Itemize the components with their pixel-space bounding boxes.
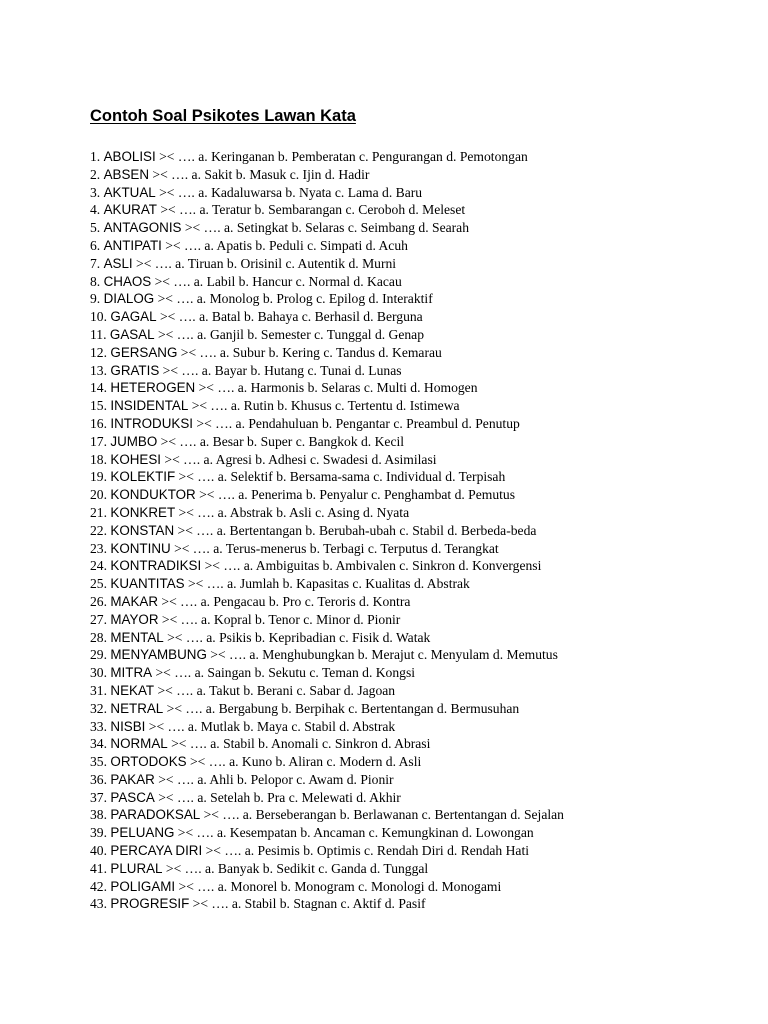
question-separator: >< ….: [174, 825, 217, 841]
question-item: [90, 753, 730, 771]
question-options: a. Bertentangan b. Berubah-ubah c. Stabil d. Berbeda-beda: [216, 522, 537, 538]
question-item: [90, 379, 730, 397]
question-separator: >< ….: [158, 611, 202, 627]
question-separator: >< ….: [151, 273, 194, 289]
question-item: [90, 184, 730, 202]
question-number: 2.: [90, 166, 101, 182]
question-word: INSIDENTAL: [110, 398, 189, 414]
question-word: GRATIS: [110, 362, 160, 378]
question-separator: >< ….: [158, 593, 201, 609]
question-word: ORTODOKS: [110, 754, 187, 770]
question-options: a. Setingkat b. Selaras c. Seimbang d. Searah: [224, 220, 470, 236]
question-separator: >< ….: [163, 700, 206, 716]
question-number: 42.: [90, 878, 107, 894]
question-separator: >< ….: [174, 522, 217, 538]
question-options: a. Kadaluwarsa b. Nyata c. Lama d. Baru: [198, 184, 423, 200]
question-item: [90, 201, 730, 219]
question-separator: >< ….: [155, 184, 199, 200]
question-options: a. Harmonis b. Selaras c. Multi d. Homogen: [237, 380, 478, 396]
question-word: KONTINU: [110, 540, 171, 556]
question-separator: >< ….: [186, 754, 230, 770]
question-separator: >< ….: [175, 504, 218, 520]
question-item: [90, 789, 730, 807]
question-item: [90, 895, 730, 913]
question-separator: >< ….: [170, 540, 214, 556]
question-separator: >< ….: [161, 451, 204, 467]
question-item: [90, 255, 730, 273]
question-number: 36.: [90, 771, 107, 787]
question-word: GERSANG: [110, 344, 178, 360]
question-number: 14.: [90, 380, 107, 396]
question-options: a. Pengacau b. Pro c. Teroris d. Kontra: [200, 593, 411, 609]
question-separator: >< ….: [156, 202, 200, 218]
question-number: 5.: [90, 220, 101, 236]
question-item: [90, 824, 730, 842]
question-number: 41.: [90, 860, 107, 876]
question-separator: >< ….: [167, 736, 211, 752]
question-separator: >< ….: [184, 576, 228, 592]
question-number: 43.: [90, 896, 107, 912]
question-separator: >< ….: [154, 771, 198, 787]
question-number: 3.: [90, 184, 101, 200]
question-options: a. Pendahuluan b. Pengantar c. Preambul d. Penutup: [235, 415, 520, 431]
question-separator: >< ….: [200, 807, 243, 823]
question-options: a. Mutlak b. Maya c. Stabil d. Abstrak: [187, 718, 396, 734]
question-separator: >< ….: [132, 255, 176, 271]
question-separator: >< ….: [154, 789, 198, 805]
question-item: [90, 557, 730, 575]
question-word: MITRA: [110, 665, 153, 681]
question-word: KOLEKTIF: [110, 469, 176, 485]
question-number: 18.: [90, 451, 107, 467]
question-word: DIALOG: [103, 291, 155, 307]
question-word: PASCA: [110, 789, 155, 805]
question-item: [90, 611, 730, 629]
question-separator: >< ….: [195, 380, 238, 396]
question-item: [90, 486, 730, 504]
question-item: [90, 397, 730, 415]
question-number: 25.: [90, 576, 107, 592]
question-options: a. Setelah b. Pra c. Melewati d. Akhir: [197, 789, 401, 805]
question-options: a. Subur b. Kering c. Tandus d. Kemarau: [219, 344, 442, 360]
question-item: [90, 842, 730, 860]
question-number: 12.: [90, 344, 107, 360]
question-options: a. Keringanan b. Pemberatan c. Pengurangan d. Pemotongan: [198, 149, 528, 164]
question-word: PROGRESIF: [110, 896, 190, 912]
question-options: a. Kesempatan b. Ancaman c. Kemungkinan d. Lowongan: [216, 825, 534, 841]
question-separator: >< ….: [193, 415, 236, 431]
question-item: [90, 575, 730, 593]
question-word: CHAOS: [103, 273, 152, 289]
question-separator: >< ….: [162, 860, 206, 876]
question-item: [90, 682, 730, 700]
question-word: AKTUAL: [103, 184, 156, 200]
question-item: [90, 148, 730, 166]
question-item: [90, 700, 730, 718]
question-word: KOHESI: [110, 451, 162, 467]
question-options: a. Batal b. Bahaya c. Berhasil d. Berguna: [199, 309, 423, 325]
question-separator: >< ….: [175, 878, 218, 894]
question-number: 28.: [90, 629, 107, 645]
question-options: a. Jumlah b. Kapasitas c. Kualitas d. Abstrak: [227, 576, 470, 592]
question-word: ANTAGONIS: [103, 220, 182, 236]
question-options: a. Rutin b. Khusus c. Tertentu d. Istimewa: [230, 398, 460, 414]
question-word: ABOLISI: [103, 149, 156, 164]
question-separator: >< ….: [161, 237, 205, 253]
question-word: MENYAMBUNG: [110, 647, 207, 663]
question-item: [90, 540, 730, 558]
question-word: MAKAR: [110, 593, 159, 609]
question-item: [90, 878, 730, 896]
question-number: 37.: [90, 789, 107, 805]
document-title: Contoh Soal Psikotes Lawan Kata: [90, 107, 356, 125]
question-separator: >< ….: [175, 469, 218, 485]
question-word: NISBI: [110, 718, 146, 734]
question-number: 16.: [90, 415, 107, 431]
question-word: ASLI: [103, 255, 133, 271]
question-word: KUANTITAS: [110, 576, 185, 592]
question-item: [90, 344, 730, 362]
question-number: 9.: [90, 291, 101, 307]
question-number: 27.: [90, 611, 107, 627]
question-number: 11.: [90, 326, 107, 342]
question-list: [90, 148, 730, 913]
question-word: PARADOKSAL: [110, 807, 201, 823]
question-options: a. Bergabung b. Berpihak c. Bertentangan d. Bermusuhan: [205, 700, 520, 716]
question-number: 33.: [90, 718, 107, 734]
question-number: 39.: [90, 825, 107, 841]
question-options: a. Selektif b. Bersama-sama c. Individual d. Terpisah: [217, 469, 506, 485]
question-separator: >< ….: [195, 487, 239, 503]
question-number: 1.: [90, 149, 101, 164]
question-separator: >< ….: [202, 843, 245, 859]
question-number: 22.: [90, 522, 107, 538]
question-item: [90, 629, 730, 647]
question-options: a. Kopral b. Tenor c. Minor d. Pionir: [201, 611, 401, 627]
question-item: [90, 362, 730, 380]
question-word: GASAL: [109, 326, 155, 342]
question-options: a. Bayar b. Hutang c. Tunai d. Lunas: [201, 362, 402, 378]
question-item: [90, 433, 730, 451]
question-number: 7.: [90, 255, 101, 271]
question-item: [90, 646, 730, 664]
question-number: 31.: [90, 682, 107, 698]
question-options: a. Stabil b. Anomali c. Sinkron d. Abrasi: [210, 736, 431, 752]
question-number: 4.: [90, 202, 101, 218]
question-options: a. Labil b. Hancur c. Normal d. Kacau: [193, 273, 402, 289]
question-item: [90, 290, 730, 308]
question-separator: >< ….: [163, 629, 207, 645]
question-word: ANTIPATI: [103, 237, 162, 253]
question-options: a. Abstrak b. Asli c. Asing d. Nyata: [217, 504, 410, 520]
question-item: [90, 504, 730, 522]
question-number: 21.: [90, 504, 107, 520]
question-item: [90, 664, 730, 682]
question-options: a. Terus-menerus b. Terbagi c. Terputus d. Terangkat: [213, 540, 499, 556]
question-number: 34.: [90, 736, 107, 752]
question-number: 8.: [90, 273, 101, 289]
question-word: PELUANG: [110, 825, 175, 841]
question-separator: >< ….: [206, 647, 250, 663]
question-options: a. Agresi b. Adhesi c. Swadesi d. Asimilasi: [203, 451, 437, 467]
question-options: a. Besar b. Super c. Bangkok d. Kecil: [199, 433, 405, 449]
question-options: a. Pesimis b. Optimis c. Rendah Diri d. Rendah Hati: [244, 843, 530, 859]
question-options: a. Saingan b. Sekutu c. Teman d. Kongsi: [194, 665, 416, 681]
question-item: [90, 415, 730, 433]
question-number: 24.: [90, 558, 107, 574]
question-options: a. Monolog b. Prolog c. Epilog d. Interaktif: [196, 291, 433, 307]
question-word: HETEROGEN: [110, 380, 196, 396]
question-options: a. Penerima b. Penyalur c. Penghambat d. Pemutus: [238, 487, 515, 503]
question-word: JUMBO: [110, 433, 158, 449]
question-item: [90, 522, 730, 540]
question-number: 35.: [90, 754, 107, 770]
question-options: a. Berseberangan b. Berlawanan c. Bertentangan d. Sejalan: [242, 807, 564, 823]
question-separator: >< ….: [155, 149, 199, 164]
question-item: [90, 735, 730, 753]
question-number: 19.: [90, 469, 107, 485]
question-number: 6.: [90, 237, 101, 253]
question-separator: >< ….: [157, 433, 200, 449]
question-number: 23.: [90, 540, 107, 556]
question-separator: >< ….: [181, 220, 225, 236]
question-word: NEKAT: [110, 682, 155, 698]
question-word: INTRODUKSI: [110, 415, 193, 431]
question-number: 10.: [90, 309, 107, 325]
question-separator: >< ….: [189, 896, 232, 912]
question-word: NETRAL: [110, 700, 164, 716]
question-item: [90, 326, 730, 344]
question-item: [90, 166, 730, 184]
question-options: a. Monorel b. Monogram c. Monologi d. Monogami: [217, 878, 502, 894]
question-number: 29.: [90, 647, 107, 663]
question-word: POLIGAMI: [110, 878, 176, 894]
question-options: a. Stabil b. Stagnan c. Aktif d. Pasif: [231, 896, 426, 912]
question-options: a. Ahli b. Pelopor c. Awam d. Pionir: [197, 771, 394, 787]
question-word: KONKRET: [110, 504, 176, 520]
question-options: a. Ambiguitas b. Ambivalen c. Sinkron d. Konvergensi: [243, 558, 542, 574]
question-item: [90, 273, 730, 291]
question-word: ABSEN: [103, 166, 150, 182]
question-number: 17.: [90, 433, 107, 449]
question-item: [90, 860, 730, 878]
question-number: 40.: [90, 843, 107, 859]
question-options: a. Apatis b. Peduli c. Simpati d. Acuh: [204, 237, 408, 253]
question-separator: >< ….: [156, 309, 200, 325]
question-separator: >< ….: [154, 682, 197, 698]
question-item: [90, 308, 730, 326]
question-word: NORMAL: [110, 736, 168, 752]
question-item: [90, 806, 730, 824]
question-word: AKURAT: [103, 202, 157, 218]
question-item: [90, 237, 730, 255]
question-separator: >< ….: [154, 326, 198, 342]
question-word: KONSTAN: [110, 522, 175, 538]
question-word: MENTAL: [110, 629, 164, 645]
question-options: a. Tiruan b. Orisinil c. Autentik d. Murni: [175, 255, 397, 271]
question-separator: >< ….: [201, 558, 244, 574]
question-item: [90, 718, 730, 736]
question-number: 13.: [90, 362, 107, 378]
question-word: PAKAR: [110, 771, 155, 787]
question-word: PERCAYA DIRI: [110, 843, 203, 859]
question-options: a. Sakit b. Masuk c. Ijin d. Hadir: [191, 166, 370, 182]
question-word: PLURAL: [110, 860, 163, 876]
question-number: 30.: [90, 665, 107, 681]
question-separator: >< ….: [149, 166, 192, 182]
question-separator: >< ….: [188, 398, 231, 414]
question-number: 15.: [90, 398, 107, 414]
question-number: 20.: [90, 487, 107, 503]
question-item: [90, 771, 730, 789]
question-item: [90, 468, 730, 486]
question-separator: >< ….: [159, 362, 202, 378]
question-word: KONTRADIKSI: [110, 558, 202, 574]
question-options: a. Menghubungkan b. Merajut c. Menyulam d. Memutus: [249, 647, 558, 663]
question-word: GAGAL: [110, 309, 157, 325]
question-separator: >< ….: [177, 344, 220, 360]
question-number: 32.: [90, 700, 107, 716]
question-number: 38.: [90, 807, 107, 823]
question-options: a. Teratur b. Sembarangan c. Ceroboh d. Meleset: [199, 202, 466, 218]
question-item: [90, 593, 730, 611]
question-separator: >< ….: [152, 665, 195, 681]
question-number: 26.: [90, 593, 107, 609]
question-options: a. Kuno b. Aliran c. Modern d. Asli: [229, 754, 422, 770]
question-options: a. Ganjil b. Semester c. Tunggal d. Genap: [197, 326, 425, 342]
question-separator: >< ….: [145, 718, 188, 734]
question-options: a. Psikis b. Kepribadian c. Fisik d. Watak: [206, 629, 431, 645]
question-options: a. Takut b. Berani c. Sabar d. Jagoan: [196, 682, 396, 698]
question-word: KONDUKTOR: [110, 487, 196, 503]
question-word: MAYOR: [110, 611, 159, 627]
question-separator: >< ….: [154, 291, 197, 307]
question-item: [90, 451, 730, 469]
question-item: [90, 219, 730, 237]
question-options: a. Banyak b. Sedikit c. Ganda d. Tunggal: [205, 860, 429, 876]
